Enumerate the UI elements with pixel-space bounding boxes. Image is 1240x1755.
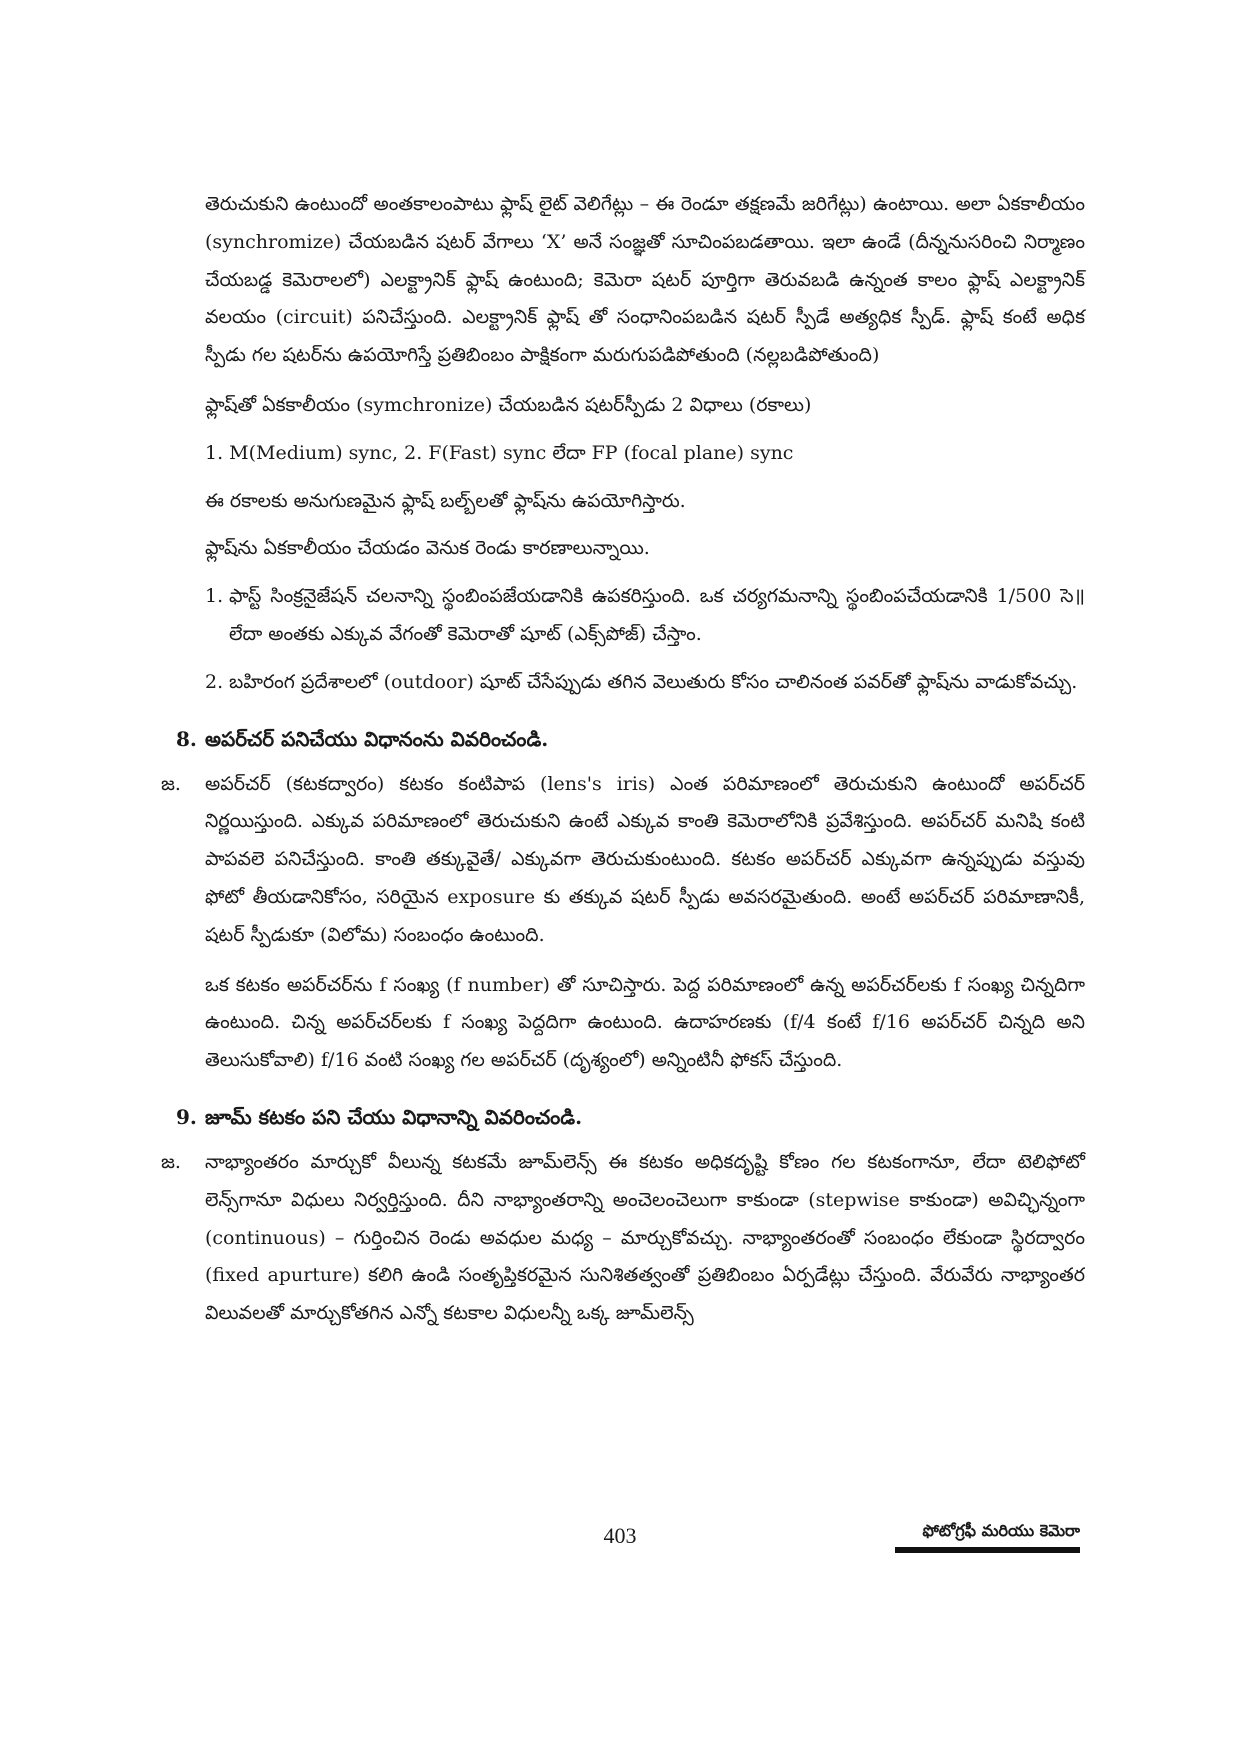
question-title: జూమ్ కటకం పని చేయు విధానాన్ని వివరించండి. xyxy=(205,1104,583,1129)
question-9-answer xyxy=(161,1144,1085,1333)
question-8-heading xyxy=(176,720,1085,758)
sync-line: ఫ్లాష్‌తో ఏకకాలీయం (symchronize) చేయబడిన షటర్‌స్పీడు 2 విధాలు (రకాలు) xyxy=(205,393,812,416)
sync-types-line: 1. M(Medium) sync, 2. F(Fast) sync లేదా FP (focal plane) sync xyxy=(205,441,794,464)
answer-body xyxy=(205,766,1085,1080)
answer-body xyxy=(205,1144,1085,1333)
footer-rule xyxy=(895,1547,1080,1553)
running-footer-title: ఫోటోగ్రఫీ మరియు కెమెరా xyxy=(922,1521,1080,1540)
answer-paragraph: అపర్‌చర్ (కటకద్వారం) కటకం కంటిపాప (lens's iris) ఎంత పరిమాణంలో తెరుచుకుని ఉంటుందో అపర్‌చర్ నిర్ణయిస్తుంది. ఎక్కువ పరిమాణంలో తెరుచుకుని ఉంటే ఎక్కువ కాంతి కెమెరాలోనికి ప్రవేశిస్తుంది. అపర్‌చర్ మనిషి కంటి పాపవలె పనిచేస్తుంది. కాంతి తక్కువైతే/ ఎక్కువగా తెరుచుకుంటుంది. కటకం అపర్‌చర్ ఎక్కువగా ఉన్నప్పుడు వస్తువు ఫోటో తీయడానికోసం, సరియైన exposure కు తక్కువ షటర్ స్పీడు అవసరమైతుంది. అంటే అపర్‌చర్ పరిమాణానికీ, షటర్ స్పీడుకూ (విలోమ) సంబంధం ఉంటుంది. xyxy=(205,772,1085,946)
question-9-heading xyxy=(176,1098,1085,1136)
reasons-intro-line: ఫ్లాష్‌ను ఏకకాలీయం చేయడం వెనుక రెండు కారణాలున్నాయి. xyxy=(205,537,650,560)
reason-item xyxy=(205,664,1085,702)
answer-paragraph: నాభ్యాంతరం మార్చుకో వీలున్న కటకమే జూమ్‌లెన్స్ ఈ కటకం అధికదృష్టి కోణం గల కటకంగానూ, లేదా టెలిఫోటో లెన్స్‌గానూ విధులు నిర్వర్తిస్తుంది. దీని నాభ్యాంతరాన్ని అంచెలంచెలుగా కాకుండా (stepwise కాకుండా) అవిచ్ఛిన్నంగా (continuous) – గుర్తించిన రెండు అవధుల మధ్య – మార్చుకోవచ్చు. నాభ్యాంతరంతో సంబంధం లేకుండా స్థిరద్వారం (fixed apurture) కలిగి ఉండి సంతృప్తికరమైన సునిశితత్వంతో ప్రతిబింబం ఏర్పడేట్లు చేస్తుంది. వేరువేరు నాభ్యాంతర విలువలతో మార్చుకోతగిన ఎన్నో కటకాల విధులన్నీ ఒక్క జూమ్‌లెన్స్ xyxy=(205,1150,1085,1325)
reason-number: 1. xyxy=(205,585,224,608)
answer-label: జ. xyxy=(161,1150,181,1173)
flash-bulbs-line: ఈ రకాలకు అనుగుణమైన ఫ్లాష్ బల్బ్‌లతో ఫ్లాష్‌ను ఉపయోగిస్తారు. xyxy=(205,489,686,512)
question-number: 8. xyxy=(176,726,197,751)
question-title: అపర్‌చర్ పనిచేయు విధానంను వివరించండి. xyxy=(205,726,549,751)
question-8-answer xyxy=(161,766,1085,1080)
page-number: 403 xyxy=(603,1523,637,1548)
question-number: 9. xyxy=(176,1104,197,1129)
reason-text: బహిరంగ ప్రదేశాలలో (outdoor) షూట్ చేసేప్పుడు తగిన వెలుతురు కోసం చాలినంత పవర్‌తో ఫ్లాష్‌ను వాడుకోవచ్చు. xyxy=(229,670,1078,693)
answer-label: జ. xyxy=(161,772,181,795)
reason-item xyxy=(205,578,1085,654)
intro-paragraph: తెరుచుకుని ఉంటుందో అంతకాలంపాటు ఫ్లాష్ లైట్ వెలిగేట్లు – ఈ రెండూ తక్షణమే జరిగేట్లు) ఉంటాయి. అలా ఏకకాలీయం (synchromize) చేయబడిన షటర్ వేగాలు ‘X’ అనే సంజ్ఞతో సూచింపబడతాయి. ఇలా ఉండే (దీన్ననుసరించి నిర్మాణం చేయబడ్డ కెమెరాలలో) ఎలక్ట్రానిక్ ఫ్లాష్ ఉంటుంది; కెమెరా షటర్ పూర్తిగా తెరువబడి ఉన్నంత కాలం ఫ్లాష్ ఎలక్ట్రానిక్ వలయం (circuit) పనిచేస్తుంది. ఎలక్ట్రానిక్ ఫ్లాష్ తో సంధానింపబడిన షటర్ స్పీడే అత్యధిక స్పీడ్. ఫ్లాష్ కంటే అధిక స్పీడు గల షటర్‌ను ఉపయోగిస్తే ప్రతిబింబం పాక్షికంగా మరుగుపడిపోతుంది (నల్లబడిపోతుంది) xyxy=(205,193,1085,367)
page-content xyxy=(161,186,1085,1333)
reason-text: ఫాస్ట్ సింక్రనైజేషన్ చలనాన్ని స్థంబింపజేయడానికి ఉపకరిస్తుంది. ఒక చర్యగమనాన్ని స్థంబింపచేయడానికి 1/500 సె॥లేదా అంతకు ఎక్కువ వేగంతో కెమెరాతో షూట్ (ఎక్స్‌పోజ్) చేస్తాం. xyxy=(229,585,1085,645)
reason-number: 2. xyxy=(205,670,224,693)
answer-followup-paragraph: ఒక కటకం అపర్‌చర్‌ను f సంఖ్య (f number) తో సూచిస్తారు. పెద్ద పరిమాణంలో ఉన్న అపర్‌చర్‌లకు f సంఖ్య చిన్నదిగా ఉంటుంది. చిన్న అపర్‌చర్‌లకు f సంఖ్య పెద్దదిగా ఉంటుంది. ఉదాహరణకు (f/4 కంటే f/16 అపర్‌చర్ చిన్నది అని తెలుసుకోవాలి) f/16 వంటి సంఖ్య గల అపర్‌చర్ (దృశ్యంలో) అన్నింటినీ ఫోకస్ చేస్తుంది. xyxy=(205,973,1085,1072)
